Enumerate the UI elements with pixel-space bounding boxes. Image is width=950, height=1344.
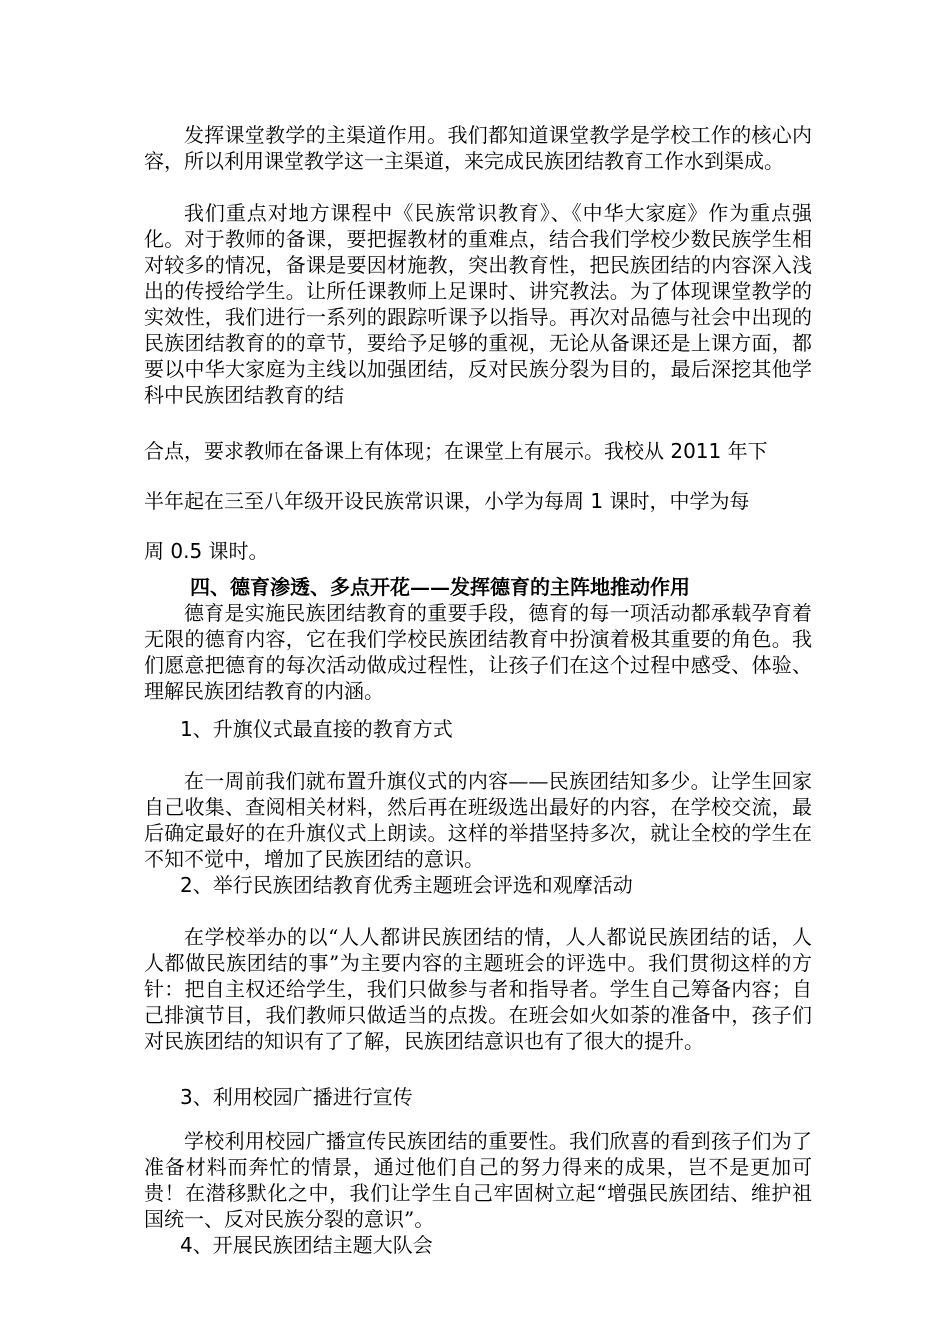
paragraph-flag-raising: 在一周前我们就布置升旗仪式的内容——民族团结知多少。让学生回家自己收集、查阅相关材料，然后再在班级选出最好的内容，在学校交流，最后确定最好的在升旗仪式上朗读。这样的举措坚持多次，就让全校的学生在不知不觉中，增加了民族团结的意识。 <box>144 769 812 871</box>
paragraph-local-curriculum-line-c: 周 0.5 课时。 <box>144 539 269 563</box>
subheading-flag-raising: 1、升旗仪式最直接的教育方式 <box>180 717 453 741</box>
paragraph-local-curriculum-line-b: 半年起在三至八年级开设民族常识课，小学为每周 1 课时，中学为每 <box>144 489 750 513</box>
paragraph-classroom-channel: 发挥课堂教学的主渠道作用。我们都知道课堂教学是学校工作的核心内容，所以利用课堂教学这一主渠道，来完成民族团结教育工作水到渠成。 <box>144 123 812 173</box>
paragraph-campus-broadcast: 学校利用校园广播宣传民族团结的重要性。我们欣喜的看到孩子们为了准备材料而奔忙的情景，通过他们自己的努力得来的成果，岂不是更加可贵！在潜移默化之中，我们让学生自己牢固树立起“增强民族团结、维护祖国统一、反对民族分裂的意识”。 <box>144 1129 812 1231</box>
subheading-class-meeting: 2、举行民族团结教育优秀主题班会评选和观摩活动 <box>180 873 633 897</box>
section-heading-moral-education: 四、德育渗透、多点开花——发挥德育的主阵地推动作用 <box>190 575 690 599</box>
paragraph-local-curriculum: 我们重点对地方课程中《民族常识教育》、《中华大家庭》作为重点强化。对于教师的备课，要把握教材的重难点，结合我们学校少数民族学生相对较多的情况，备课是要因材施教，突出教育性，把民族团结的内容深入浅出的传授给学生。让所任课教师上足课时、讲究教法。为了体现课堂教学的实效性，我们进行一系列的跟踪听课予以指导。再次对品德与社会中出现的民族团结教育的的章节，要给予足够的重视，无论从备课还是上课方面，都要以中华大家庭为主线以加强团结，反对民族分裂为目的，最后深挖其他学科中民族团结教育的结 <box>144 201 812 407</box>
subheading-campus-broadcast: 3、利用校园广播进行宣传 <box>180 1085 413 1109</box>
paragraph-local-curriculum-line-a: 合点，要求教师在备课上有体现；在课堂上有展示。我校从 2011 年下 <box>144 439 768 463</box>
subheading-brigade-meeting: 4、开展民族团结主题大队会 <box>180 1233 433 1257</box>
paragraph-class-meeting: 在学校举办的以“人人都讲民族团结的情，人人都说民族团结的话，人人都做民族团结的事”为主要内容的主题班会的评选中。我们贯彻这样的方针：把自主权还给学生，我们只做参与者和指导者。学生自己筹备内容；自己排演节目，我们教师只做适当的点拨。在班会如火如荼的准备中，孩子们对民族团结的知识有了了解，民族团结意识也有了很大的提升。 <box>144 925 812 1053</box>
paragraph-moral-education: 德育是实施民族团结教育的重要手段，德育的每一项活动都承载孕育着无限的德育内容，它在我们学校民族团结教育中扮演着极其重要的角色。我们愿意把德育的每次活动做成过程性，让孩子们在这个过程中感受、体验、理解民族团结教育的内涵。 <box>144 601 812 703</box>
